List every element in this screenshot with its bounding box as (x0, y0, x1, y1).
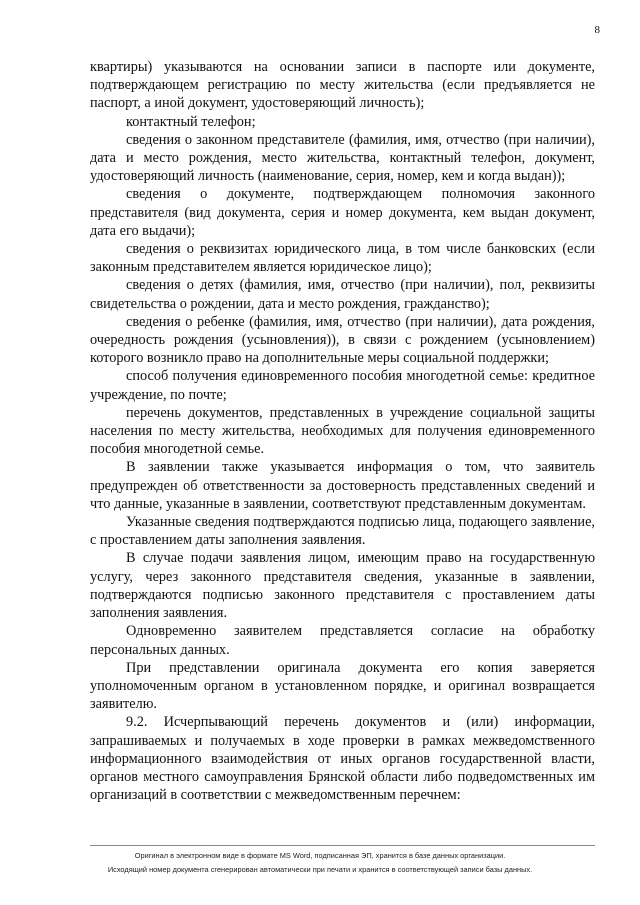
paragraph: Одновременно заявителем представляется согласие на обработку персональных данных. (90, 623, 595, 658)
paragraph: способ получения единовременного пособия многодетной семье: кредитное учреждение, по почте; (90, 368, 595, 403)
paragraph: квартиры) указываются на основании записи в паспорте или документе, подтверждающем регистрацию по месту жительства (если предъявляется не паспорт, а иной документ, удостоверяющий личность); (90, 59, 595, 112)
paragraph: сведения о детях (фамилия, имя, отчество (при наличии), пол, реквизиты свидетельства о рождении, дата и место рождения, гражданство); (90, 277, 595, 312)
paragraph: В случае подачи заявления лицом, имеющим право на государственную услугу, через законного представителя сведения, указанные в заявлении, подтверждаются подписью законного представителя с проставлением даты заполнения заявления. (90, 550, 595, 622)
page-number: 8 (594, 24, 600, 36)
paragraph: перечень документов, представленных в учреждение социальной защиты населения по месту жительства, необходимых для получения единовременного пособия многодетной семье. (90, 404, 595, 458)
paragraph: контактный телефон; (126, 113, 256, 130)
paragraph: При представлении оригинала документа его копия заверяется уполномоченным органом в установленном порядке, и оригинал возвращается заявителю. (90, 659, 595, 713)
paragraph: Указанные сведения подтверждаются подписью лица, подающего заявление, с проставлением даты заполнения заявления. (90, 514, 595, 549)
footer-line-2: Исходящий номер документа сгенерирован автоматически при печати и хранится в соответствующей записи базы данных. (107, 865, 533, 874)
paragraph: 9.2. Исчерпывающий перечень документов и (или) информации, запрашиваемых и получаемых в ходе проверки в рамках межведомственного информационного взаимодействия от иных органов государственной власти, органов местного самоуправления Брянской области либо подведомственных им организаций в соответствии с межведомственным перечнем: (90, 714, 595, 804)
paragraph: сведения о законном представителе (фамилия, имя, отчество (при наличии), дата и место рождения, место жительства, контактный телефон, документ, удостоверяющий личность (наименование, серия, номер, кем и когда выдан)); (90, 131, 595, 185)
paragraph: сведения о ребенке (фамилия, имя, отчество (при наличии), дата рождения, очередность рождения (усыновления)), в связи с рождением (усыновлением) которого возникло право на дополнительные меры социальной поддержки; (90, 313, 595, 367)
footer-line-1: Оригинал в электронном виде в формате MS Word, подписанная ЭП, хранится в базе данных организации. (134, 851, 506, 860)
paragraph: сведения о реквизитах юридического лица, в том числе банковских (если законным представителем является юридическое лицо); (90, 241, 595, 276)
footer (0, 849, 640, 877)
footer-divider (90, 845, 595, 846)
document-body (90, 58, 595, 804)
paragraph: В заявлении также указывается информация о том, что заявитель предупрежден об ответственности за достоверность представленных сведений и что данные, указанные в заявлении, соответствуют представленным документам. (90, 459, 595, 512)
paragraph: сведения о документе, подтверждающем полномочия законного представителя (вид документа, серия и номер документа, кем выдан документ, дата его выдачи); (90, 186, 595, 239)
